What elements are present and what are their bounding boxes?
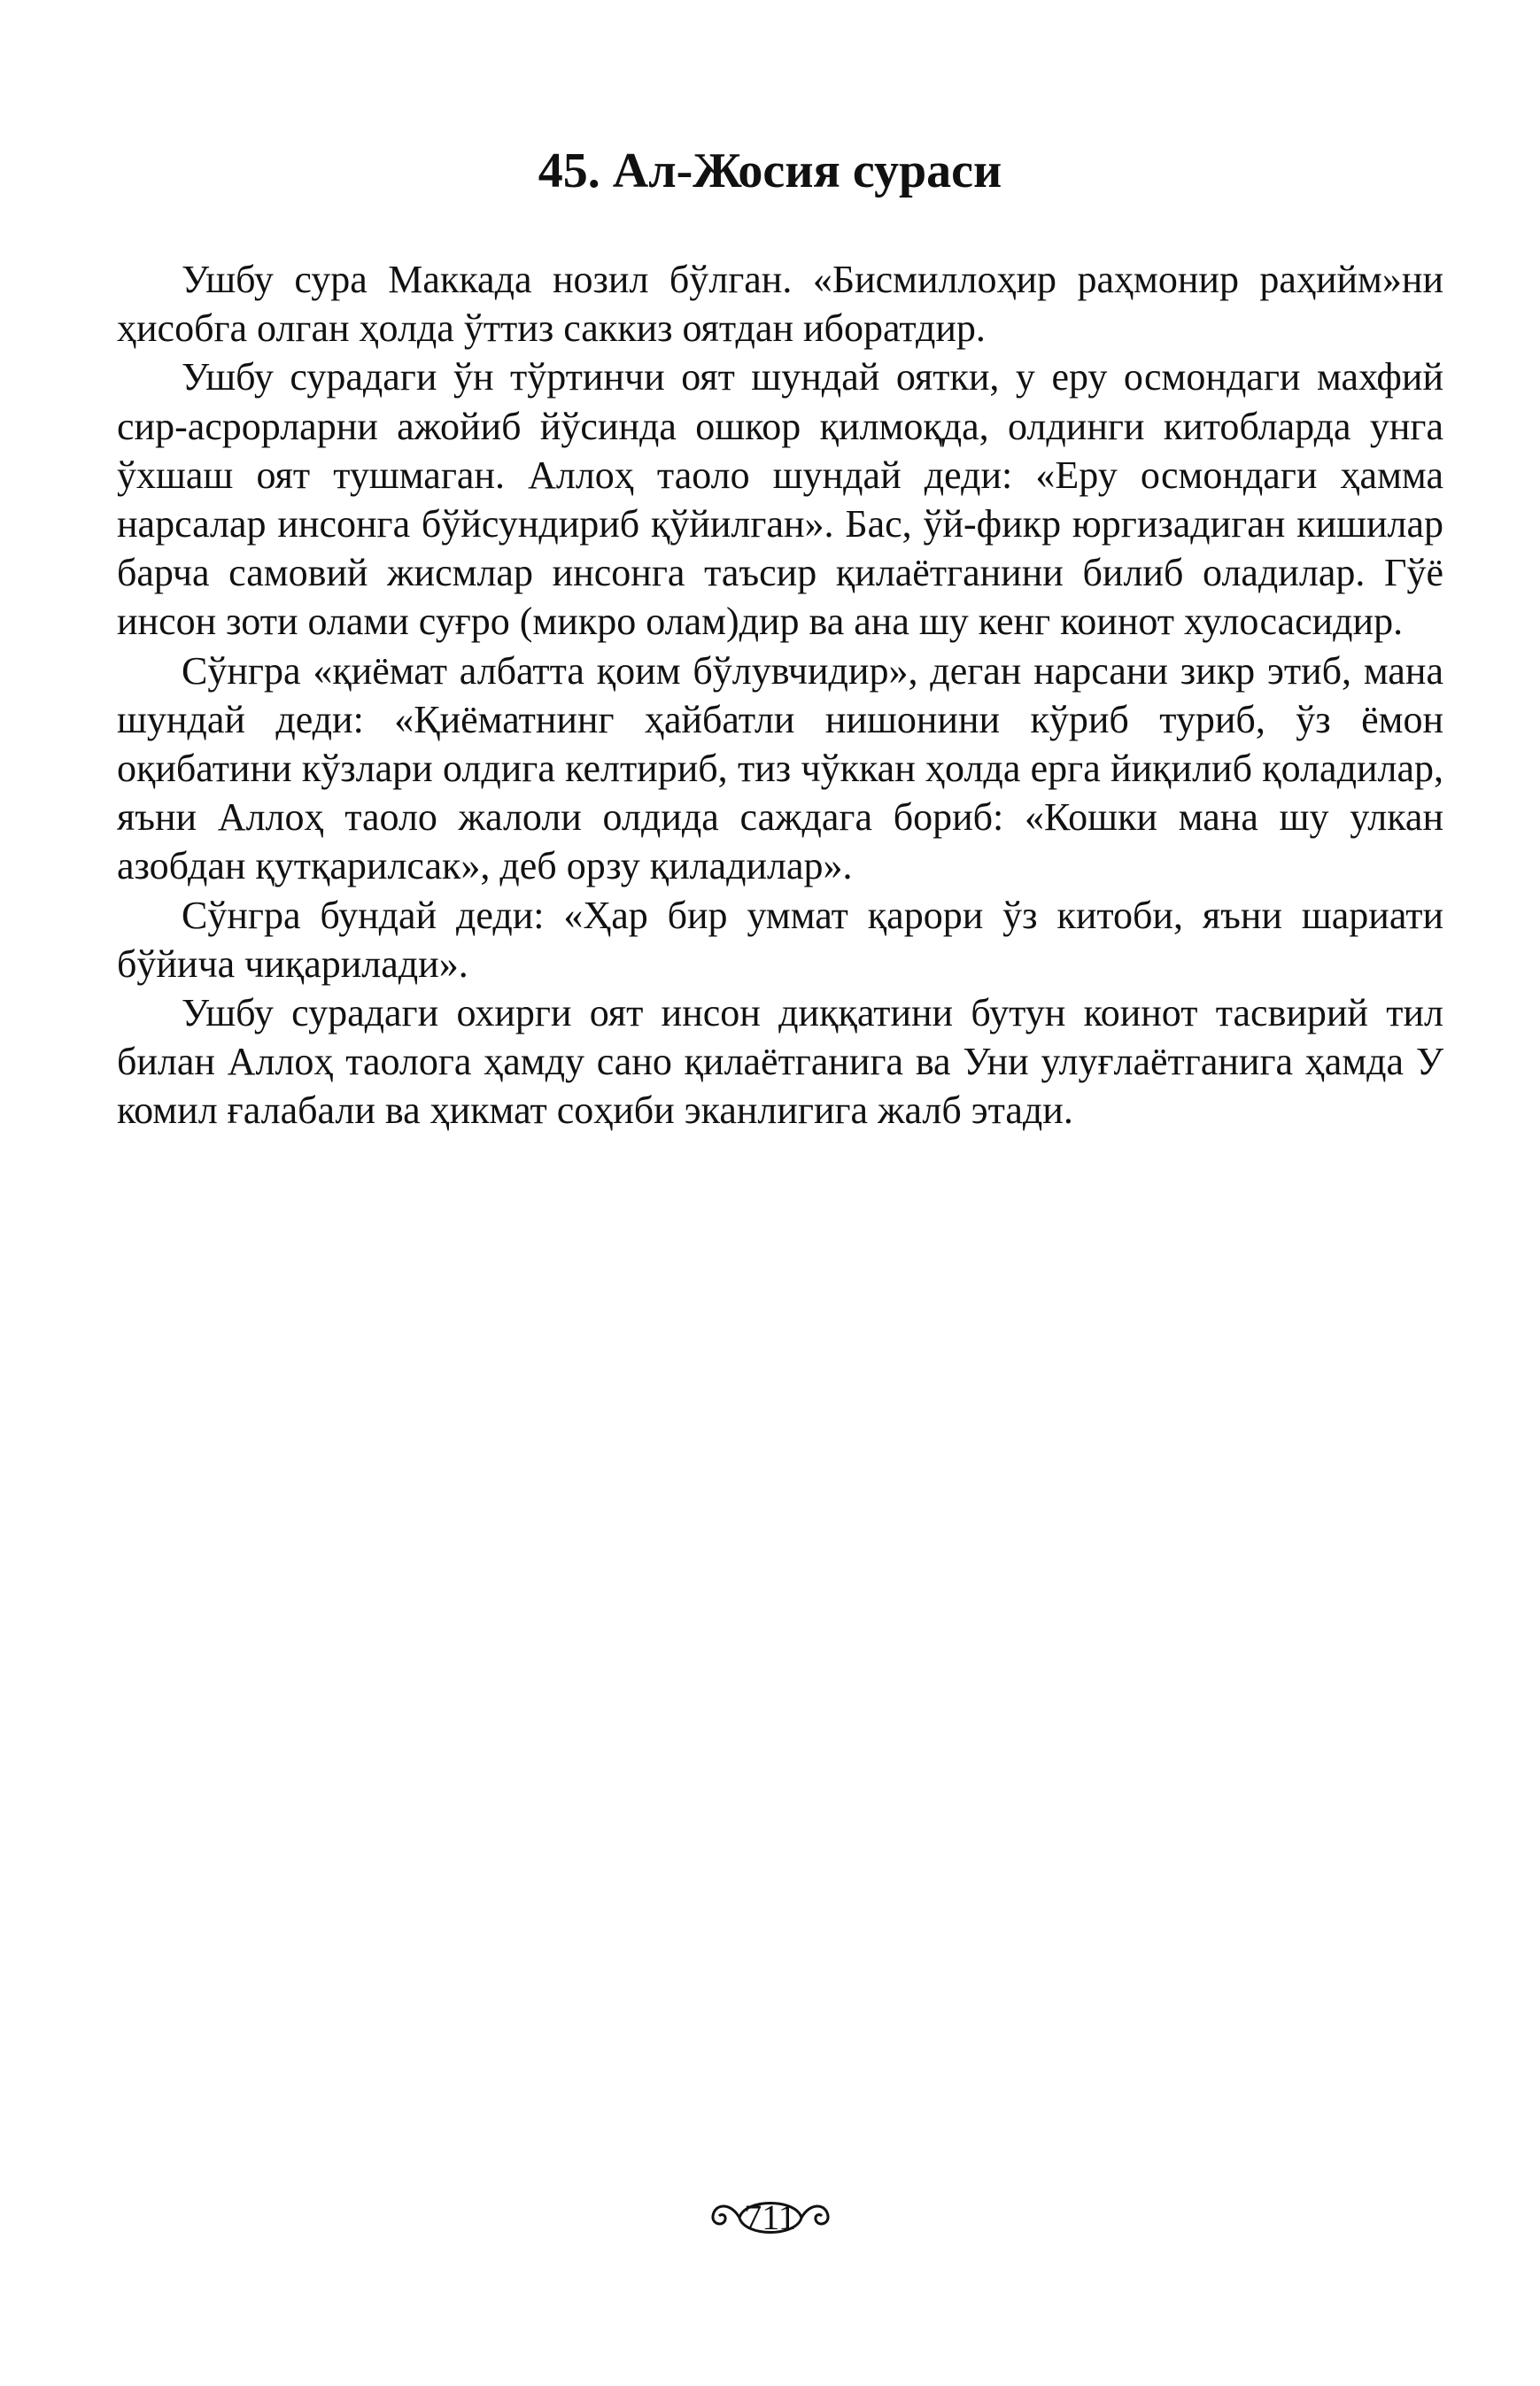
paragraph-4: Сўнгра бундай деди: «Ҳар бир уммат қарори ўз китоби, яъни шариати бўйича чиқарилади». — [117, 893, 1443, 986]
paragraph-2: Ушбу сурадаги ўн тўртинчи оят шундай оятки, у еру осмондаги махфий сир-асрорларни ажойиб йўсинда ошкор қилмоқда, олдинги китобларда унга ўхшаш оят тушмаган. Аллоҳ таоло шундай деди: «Еру осмондаги ҳамма нарсалар инсонга бўйсундириб қўйилган». Бас, ўй-фикр юргизадиган кишилар барча самовий жисмлар инсонга таъсир қилаётганини билиб оладилар. Гўё инсон зоти олами суғро (микро олам)дир ва ана шу кенг коинот хулосасидир. — [117, 355, 1443, 644]
chapter-title: 45. Ал-Жосия сураси — [538, 143, 1002, 198]
page-footer — [0, 2193, 1540, 2243]
paragraph-3: Сўнгра «қиёмат албатта қоим бўлувчидир», деган нарсани зикр этиб, мана шундай деди: «Қиёматнинг ҳайбатли нишонини кўриб туриб, ўз ёмон оқибатини кўзлари олдига келтириб, тиз чўккан ҳолда ерга йиқилиб қоладилар, яъни Аллоҳ таоло жалоли олдида саждага бориб: «Кошки мана шу улкан азобдан қутқарилсак», деб орзу қиладилар». — [117, 648, 1443, 888]
paragraph-1: Ушбу сура Маккада нозил бўлган. «Бисмиллоҳир раҳмонир раҳийм»ни ҳисобга олган ҳолда ўттиз саккиз оятдан иборатдир. — [117, 258, 1443, 351]
chapter-body — [117, 255, 1443, 1135]
page-number-ornament — [704, 2193, 837, 2243]
page-number: 711 — [744, 2197, 796, 2237]
paragraph-5: Ушбу сурадаги охирги оят инсон диққатини бутун коинот тасвирий тил билан Аллоҳ таологa ҳамду сано қилаётганига ва Уни улуғлаётганига ҳамда У комил ғалабали ва ҳикмат соҳиби эканлигига жалб этади. — [117, 991, 1443, 1133]
